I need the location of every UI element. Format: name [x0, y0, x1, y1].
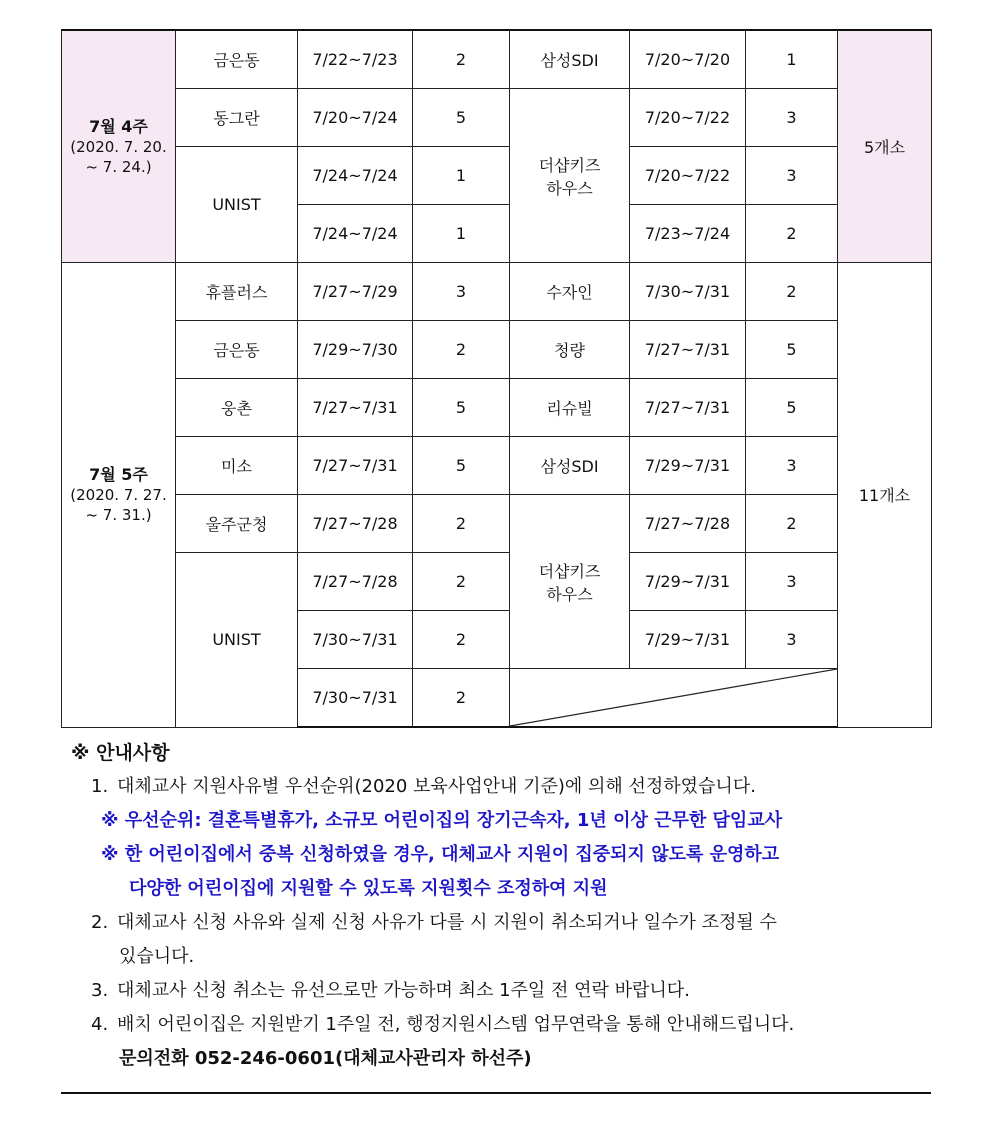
center-name-line2: 하우스	[546, 178, 593, 198]
contact-phone: 문의전화 052-246-0601(대체교사관리자 하선주)	[119, 1048, 532, 1069]
date-range: 7/20~7/22	[630, 89, 746, 147]
date-range: 7/27~7/28	[630, 495, 746, 553]
count: 2	[746, 495, 838, 553]
date-range: 7/24~7/24	[298, 205, 413, 263]
note-2	[61, 906, 931, 940]
date-range: 7/27~7/28	[298, 495, 413, 553]
center-name: 울주군청	[176, 495, 298, 553]
count: 2	[413, 321, 510, 379]
count: 3	[746, 147, 838, 205]
date-range: 7/20~7/20	[630, 30, 746, 89]
date-range: 7/20~7/24	[298, 89, 413, 147]
date-range: 7/22~7/23	[298, 30, 413, 89]
empty-diagonal-cell	[510, 669, 838, 728]
center-name-line1: 더샵키즈	[538, 155, 601, 175]
center-name-theshop	[510, 89, 630, 263]
center-name: 웅촌	[176, 379, 298, 437]
duplicate-note-cont: 다양한 어린이집에 지원할 수 있도록 지원횟수 조정하여 지원	[129, 878, 608, 899]
notes-heading: ※ 안내사항	[71, 742, 170, 764]
note-2-cont: 있습니다.	[119, 946, 195, 967]
count: 3	[413, 263, 510, 321]
date-range: 7/29~7/30	[298, 321, 413, 379]
count: 5	[746, 321, 838, 379]
count: 5	[746, 379, 838, 437]
date-range: 7/29~7/31	[630, 611, 746, 669]
week5-range-end: ~ 7. 31.)	[85, 505, 152, 524]
count: 1	[413, 205, 510, 263]
center-name: 휴플러스	[176, 263, 298, 321]
count: 2	[413, 30, 510, 89]
note-text: 대체교사 신청 사유와 실제 신청 사유가 다를 시 지원이 취소되거나 일수가 조정될 수	[117, 912, 777, 933]
date-range: 7/30~7/31	[298, 669, 413, 728]
note-number: 2.	[91, 912, 109, 933]
count: 2	[746, 263, 838, 321]
center-name-line1: 더샵키즈	[538, 561, 601, 581]
diagonal-line	[510, 669, 837, 726]
date-range: 7/23~7/24	[630, 205, 746, 263]
count: 2	[413, 611, 510, 669]
date-range: 7/29~7/31	[630, 437, 746, 495]
note-text: 대체교사 지원사유별 우선순위(2020 보육사업안내 기준)에 의해 선정하였습니다.	[117, 776, 756, 797]
note-4	[61, 1008, 931, 1042]
date-range: 7/27~7/28	[298, 553, 413, 611]
date-range: 7/29~7/31	[630, 553, 746, 611]
date-range: 7/27~7/31	[630, 321, 746, 379]
schedule-table	[61, 29, 932, 728]
center-name-unist: UNIST	[176, 553, 298, 728]
center-name: 동그란	[176, 89, 298, 147]
center-name: 금은동	[176, 321, 298, 379]
count: 2	[413, 495, 510, 553]
notes-section	[61, 736, 931, 1076]
note-1	[61, 770, 931, 804]
count: 5	[413, 437, 510, 495]
week4-range-end: ~ 7. 24.)	[85, 157, 152, 176]
center-name: 삼성SDI	[510, 437, 630, 495]
week4-total: 5개소	[838, 30, 932, 263]
note-3	[61, 974, 931, 1008]
week5-total: 11개소	[838, 263, 932, 728]
count: 1	[746, 30, 838, 89]
count: 1	[413, 147, 510, 205]
date-range: 7/27~7/29	[298, 263, 413, 321]
count: 3	[746, 89, 838, 147]
note-number: 1.	[91, 776, 109, 797]
count: 2	[746, 205, 838, 263]
date-range: 7/30~7/31	[298, 611, 413, 669]
center-name-line2: 하우스	[546, 584, 593, 604]
center-name-unist: UNIST	[176, 147, 298, 263]
note-text: 대체교사 신청 취소는 유선으로만 가능하며 최소 1주일 전 연락 바랍니다.	[117, 980, 690, 1001]
center-name: 리슈빌	[510, 379, 630, 437]
duplicate-note: ※ 한 어린이집에서 중복 신청하였을 경우, 대체교사 지원이 집중되지 않도록 운영하고	[101, 844, 780, 865]
center-name: 미소	[176, 437, 298, 495]
week4-label-cell	[62, 30, 176, 263]
week5-range-start: (2020. 7. 27.	[70, 485, 167, 504]
week4-label: 7월 4주	[89, 116, 148, 136]
center-name: 삼성SDI	[510, 30, 630, 89]
note-number: 4.	[91, 1014, 109, 1035]
note-text: 배치 어린이집은 지원받기 1주일 전, 행정지원시스템 업무연락을 통해 안내해드립니다.	[117, 1014, 795, 1035]
week5-label-cell	[62, 263, 176, 728]
count: 3	[746, 553, 838, 611]
date-range: 7/27~7/31	[630, 379, 746, 437]
date-range: 7/27~7/31	[298, 437, 413, 495]
center-name: 청량	[510, 321, 630, 379]
center-name: 금은동	[176, 30, 298, 89]
bottom-rule	[61, 1092, 931, 1094]
date-range: 7/24~7/24	[298, 147, 413, 205]
date-range: 7/20~7/22	[630, 147, 746, 205]
date-range: 7/27~7/31	[298, 379, 413, 437]
count: 3	[746, 437, 838, 495]
count: 2	[413, 669, 510, 728]
priority-note: ※ 우선순위: 결혼특별휴가, 소규모 어린이집의 장기근속자, 1년 이상 근무한 담임교사	[101, 810, 783, 831]
count: 2	[413, 553, 510, 611]
count: 3	[746, 611, 838, 669]
center-name: 수자인	[510, 263, 630, 321]
count: 5	[413, 379, 510, 437]
note-number: 3.	[91, 980, 109, 1001]
center-name-theshop	[510, 495, 630, 669]
count: 5	[413, 89, 510, 147]
date-range: 7/30~7/31	[630, 263, 746, 321]
week4-range-start: (2020. 7. 20.	[70, 137, 167, 156]
week5-label: 7월 5주	[89, 464, 148, 484]
